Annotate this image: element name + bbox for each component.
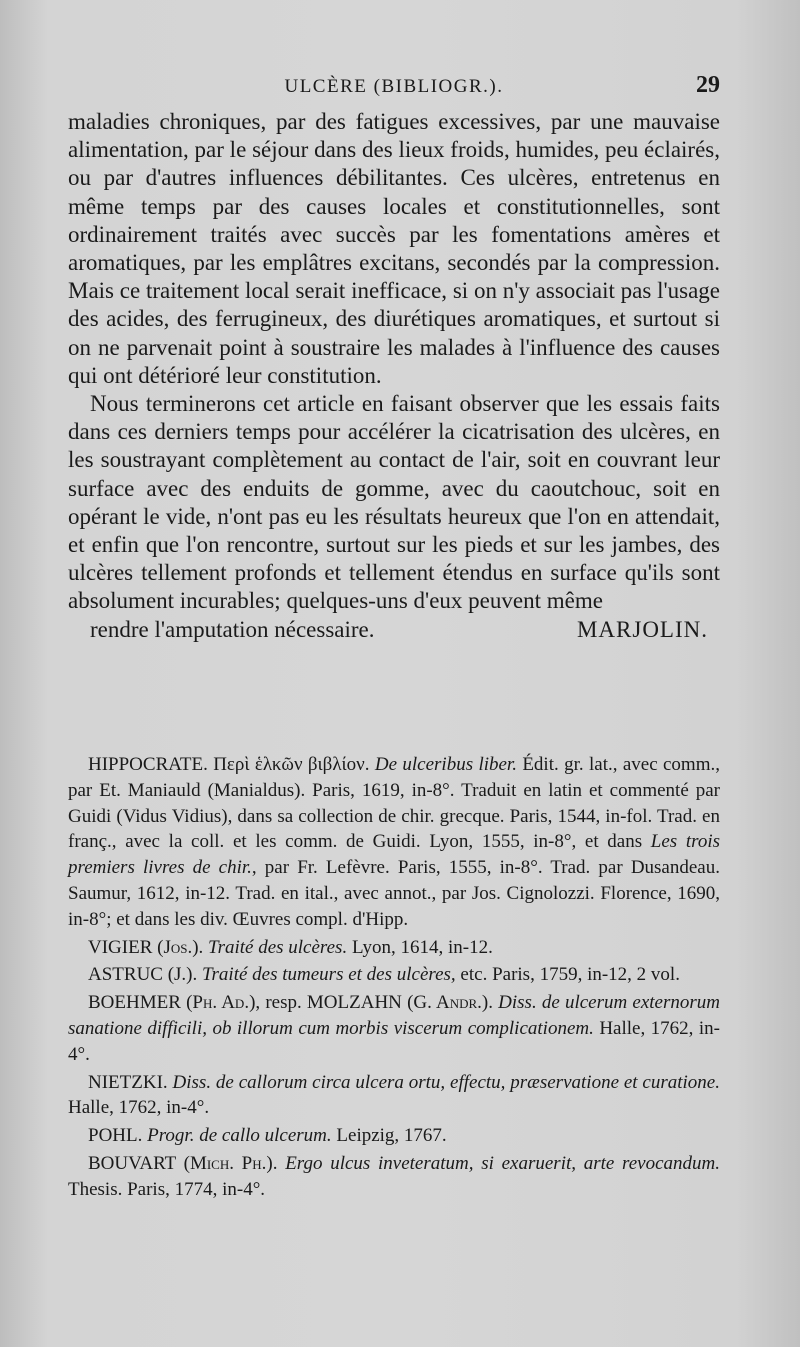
bibliography: [68, 752, 720, 1205]
entry-author: ASTRUC (J.).: [88, 964, 198, 986]
entry-author: NIETZKI.: [88, 1071, 168, 1093]
entry-text: resp.: [265, 992, 302, 1014]
entry-author: MOLZAHN (G. Andr.).: [306, 992, 493, 1014]
entry-title: Diss. de callorum circa ulcera ortu, effectu, præservatione et curatione.: [172, 1071, 720, 1093]
entry-title: Ergo ulcus inveteratum, si exaruerit, arte revocandum.: [285, 1152, 720, 1174]
entry-title: Traité des tumeurs et des ulcères,: [202, 964, 456, 986]
bibliography-entry: [68, 1151, 720, 1203]
signature-line: [68, 616, 720, 644]
entry-author: POHL.: [88, 1125, 143, 1147]
entry-title: Traité des ulcères.: [208, 936, 348, 958]
bibliography-entry: [68, 962, 720, 988]
entry-greek-title: Περὶ ἑλκῶν βιβλίον.: [213, 754, 370, 775]
bibliography-entry: [68, 990, 720, 1067]
entry-author: HIPPOCRATE.: [88, 754, 208, 775]
bibliography-entry: [68, 935, 720, 961]
entry-author: BOUVART (Mich. Ph.).: [88, 1152, 278, 1174]
entry-author: VIGIER (Jos.).: [88, 936, 204, 958]
entry-text: etc. Paris, 1759, in-12, 2 vol.: [460, 964, 680, 986]
entry-text: , par Fr. Lefèvre. Paris, 1555, in-8°. Trad. par Dusandeau. Saumur, 1612, in-12. Trad. en ital., avec annot., par Jos. Cignolozzi. Florence, 1690, in-8°; et dans les div. Œuvres compl. d'Hipp.: [68, 857, 720, 930]
bibliography-entry: [68, 752, 720, 933]
entry-title: Les trois premiers livres de chir.: [68, 831, 721, 879]
bibliography-entry: [68, 1123, 720, 1149]
article-body: [68, 108, 720, 644]
entry-text: Lyon, 1614, in-12.: [351, 936, 493, 958]
entry-title: De ulceribus liber.: [374, 754, 517, 775]
entry-text: Édit. gr. lat., avec comm., par Et. Maniauld (Manialdus). Paris, 1619, in-8°. Traduit en latin et commenté par Guidi (Vidus Vidius), dans sa collection de chir. grecque. Paris, 1544, in-fol. Trad. en franç., avec la coll. et les comm. de Guidi. Lyon, 1555, in-8°, et dans: [68, 754, 720, 853]
entry-text: Thesis. Paris, 1774, in-4°.: [68, 1178, 266, 1200]
entry-author: BOEHMER (Ph. Ad.),: [88, 992, 261, 1014]
page-header: [68, 70, 720, 106]
entry-text: Halle, 1762, in-4°.: [68, 1017, 721, 1065]
paragraph-text: Nous terminerons cet article en faisant observer que les essais faits dans ces derniers temps pour accélérer la cicatrisation des ulcères, en les soustrayant complètement au contact de l'air, soit en couvrant leur surface avec des enduits de gomme, avec du caoutchouc, soit en opérant le vide, n'ont pas eu les résultats heureux que l'on en attendait, et enfin que l'on rencontre, surtout sur les pieds et sur les jambes, des ulcères tellement profonds et tellement étendus en surface qu'ils sont absolument incurables; quelques-uns d'eux peuvent même: [68, 391, 720, 614]
bibliography-entry: [68, 1070, 720, 1122]
page-number: 29: [696, 72, 720, 98]
running-title: ULCÈRE (BIBLIOGR.).: [284, 76, 504, 97]
entry-text: Halle, 1762, in-4°.: [68, 1097, 210, 1119]
entry-text: Leipzig, 1767.: [336, 1125, 447, 1147]
paragraph: maladies chroniques, par des fatigues excessives, par une mauvaise alimentation, par le séjour dans des lieux froids, humides, peu éclairés, ou par d'autres influences débilitantes. Ces ulcères, entretenus en même temps par des causes locales et constitutionnelles, sont ordinairement traités avec succès par les fomentations amères et aromatiques, par les emplâtres excitans, secondés par la compression. Mais ce traitement local serait inefficace, si on n'y associait pas l'usage des acides, des ferrugineux, des diurétiques aromatiques, et surtout si on ne parvenait point à soustraire les malades à l'influence des causes qui ont détérioré leur constitution.: [68, 109, 720, 388]
entry-title: Progr. de callo ulcerum.: [147, 1125, 332, 1147]
author-signature: MARJOLIN.: [576, 616, 708, 642]
paragraph-last-line: rendre l'amputation nécessaire.: [90, 616, 375, 642]
paragraph: [68, 390, 720, 644]
entry-title: Diss. de ulcerum externorum sanatione difficili, ob illorum cum morbis viscerum complicationem.: [68, 992, 720, 1039]
